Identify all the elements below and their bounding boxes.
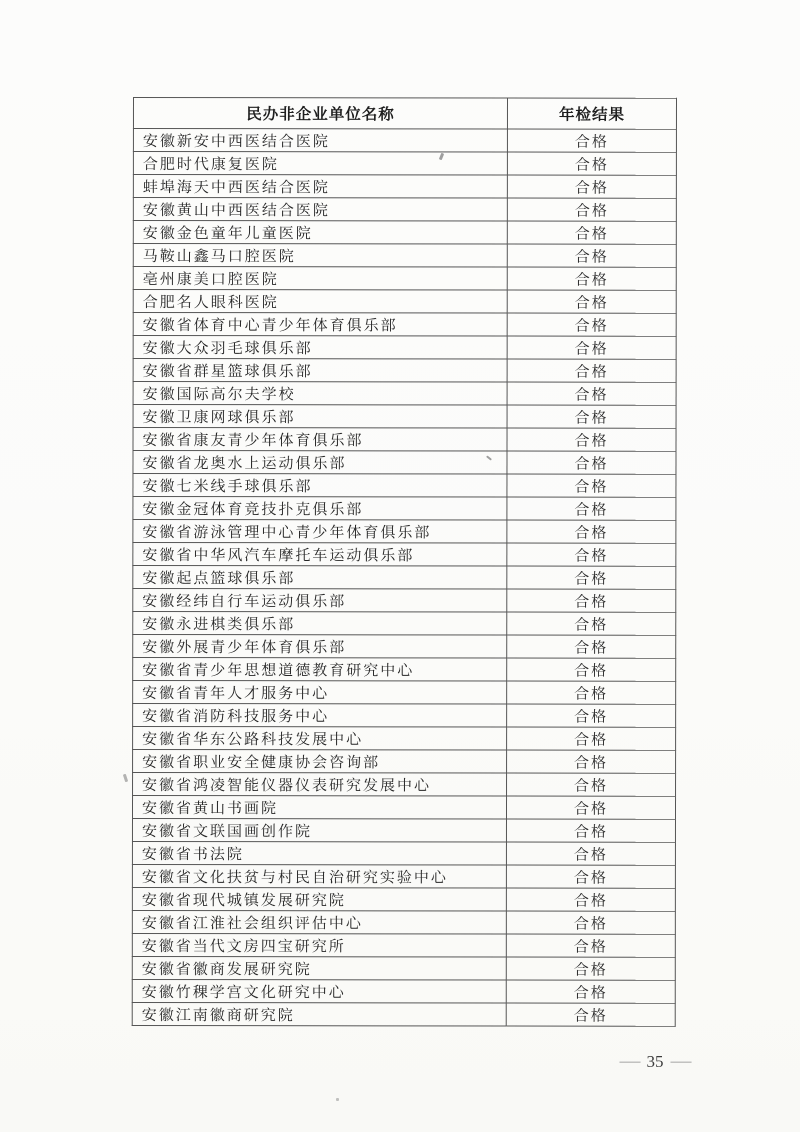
- table-row: [133, 474, 676, 498]
- inspection-result-cell: 合格: [507, 612, 676, 635]
- table-row: [132, 1002, 675, 1026]
- inspection-result-cell: 合格: [507, 497, 676, 520]
- unit-name-cell: 安徽省文化扶贫与村民自治研究实验中心: [132, 864, 506, 888]
- table-row: [133, 589, 676, 613]
- inspection-result-cell: 合格: [507, 681, 676, 704]
- unit-name-cell: 安徽省华东公路科技发展中心: [133, 727, 507, 751]
- inspection-result-cell: 合格: [506, 819, 675, 842]
- unit-name-cell: 安徽黄山中西医结合医院: [133, 198, 507, 222]
- unit-name-cell: 蚌埠海天中西医结合医院: [133, 175, 507, 199]
- unit-name-cell: 安徽省康友青少年体育俱乐部: [133, 428, 507, 452]
- inspection-result-cell: 合格: [507, 313, 676, 336]
- unit-name-cell: 安徽省现代城镇发展研究院: [132, 887, 506, 911]
- inspection-result-cell: 合格: [507, 750, 676, 773]
- unit-name-cell: 安徽江南徽商研究院: [132, 1002, 506, 1026]
- table-row: [133, 382, 676, 406]
- page-number-left-dash: —: [619, 1053, 640, 1070]
- table-row: [133, 658, 676, 682]
- table-row: [133, 359, 676, 383]
- inspection-result-cell: 合格: [507, 727, 676, 750]
- inspection-result-cell: 合格: [507, 635, 676, 658]
- unit-name-cell: 安徽国际高尔夫学校: [133, 382, 507, 406]
- table-row: [132, 796, 675, 820]
- unit-name-cell: 安徽起点篮球俱乐部: [133, 566, 507, 590]
- unit-name-cell: 安徽七米线手球俱乐部: [133, 474, 507, 498]
- table-row: [132, 910, 675, 934]
- table-row: [133, 175, 676, 199]
- table-row: [132, 887, 675, 911]
- inspection-result-cell: 合格: [507, 129, 676, 152]
- table-row: [132, 956, 675, 980]
- table-header-row: [133, 98, 676, 130]
- inspection-result-cell: 合格: [507, 267, 676, 290]
- table-row: [133, 428, 676, 452]
- table-row: [132, 842, 675, 866]
- table-row: [133, 405, 676, 429]
- scan-artifact: [123, 774, 128, 783]
- inspection-result-cell: 合格: [507, 474, 676, 497]
- table-row: [133, 244, 676, 268]
- inspection-result-cell: 合格: [507, 405, 676, 428]
- unit-name-cell: 安徽省书法院: [132, 842, 506, 866]
- inspection-result-cell: 合格: [507, 543, 676, 566]
- table-row: [133, 612, 676, 636]
- unit-name-cell: 合肥时代康复医院: [133, 152, 507, 176]
- unit-name-cell: 安徽省青年人才服务中心: [133, 681, 507, 705]
- unit-name-cell: 安徽省文联国画创作院: [132, 819, 506, 843]
- table-row: [133, 129, 676, 153]
- page-number-right-dash: —: [670, 1053, 691, 1070]
- inspection-result-cell: 合格: [507, 221, 676, 244]
- page-number: [600, 1052, 710, 1072]
- inspection-result-cell: 合格: [507, 566, 676, 589]
- inspection-result-cell: 合格: [507, 451, 676, 474]
- inspection-result-cell: 合格: [506, 934, 675, 957]
- table-body: [132, 129, 676, 1027]
- unit-name-cell: 安徽永进棋类俱乐部: [133, 612, 507, 636]
- table-row: [132, 864, 675, 888]
- unit-name-cell: 安徽省中华风汽车摩托车运动俱乐部: [133, 543, 507, 567]
- inspection-result-cell: 合格: [507, 244, 676, 267]
- unit-name-cell: 安徽外展青少年体育俱乐部: [133, 635, 507, 659]
- table-row: [133, 635, 676, 659]
- table-row: [133, 198, 676, 222]
- table-row: [133, 267, 676, 291]
- inspection-result-cell: 合格: [507, 520, 676, 543]
- inspection-result-cell: 合格: [507, 428, 676, 451]
- unit-name-cell: 安徽省青少年思想道德教育研究中心: [133, 658, 507, 682]
- unit-name-cell: 安徽省当代文房四宝研究所: [132, 933, 506, 957]
- inspection-result-cell: 合格: [506, 888, 675, 911]
- table-row: [133, 221, 676, 245]
- inspection-result-cell: 合格: [506, 796, 675, 819]
- inspection-result-cell: 合格: [507, 773, 676, 796]
- table-row: [132, 819, 675, 843]
- unit-name-cell: 安徽金色童年儿童医院: [133, 221, 507, 245]
- inspection-result-cell: 合格: [506, 911, 675, 934]
- table-row: [133, 152, 676, 176]
- column-header-inspection-result: 年检结果: [507, 98, 676, 129]
- unit-name-cell: 安徽金冠体育竞技扑克俱乐部: [133, 497, 507, 521]
- inspection-result-cell: 合格: [507, 290, 676, 313]
- unit-name-cell: 安徽省江淮社会组织评估中心: [132, 910, 506, 934]
- column-header-unit-name: 民办非企业单位名称: [133, 98, 507, 130]
- table-row: [132, 979, 675, 1003]
- unit-name-cell: 安徽大众羽毛球俱乐部: [133, 336, 507, 360]
- inspection-result-cell: 合格: [507, 658, 676, 681]
- unit-name-cell: 安徽省职业安全健康协会咨询部: [133, 750, 507, 774]
- inspection-result-cell: 合格: [507, 704, 676, 727]
- table-row: [133, 290, 676, 314]
- unit-name-cell: 安徽经纬自行车运动俱乐部: [133, 589, 507, 613]
- unit-name-cell: 安徽省消防科技服务中心: [133, 704, 507, 728]
- unit-name-cell: 安徽新安中西医结合医院: [133, 129, 507, 153]
- inspection-result-cell: 合格: [507, 359, 676, 382]
- unit-name-cell: 安徽卫康网球俱乐部: [133, 405, 507, 429]
- unit-name-cell: 安徽省龙奥水上运动俱乐部: [133, 451, 507, 475]
- table-row: [133, 566, 676, 590]
- inspection-result-cell: 合格: [506, 842, 675, 865]
- unit-name-cell: 合肥名人眼科医院: [133, 290, 507, 314]
- inspection-result-cell: 合格: [507, 336, 676, 359]
- unit-name-cell: 安徽省徽商发展研究院: [132, 956, 506, 980]
- table-row: [133, 520, 676, 544]
- unit-name-cell: 安徽省体育中心青少年体育俱乐部: [133, 313, 507, 337]
- inspection-result-cell: 合格: [507, 589, 676, 612]
- inspection-result-cell: 合格: [506, 980, 675, 1003]
- unit-name-cell: 安徽竹稞学宫文化研究中心: [132, 979, 506, 1003]
- table-row: [132, 933, 675, 957]
- unit-name-cell: 马鞍山鑫马口腔医院: [133, 244, 507, 268]
- inspection-result-cell: 合格: [507, 198, 676, 221]
- table-row: [133, 704, 676, 728]
- inspection-result-cell: 合格: [507, 152, 676, 175]
- inspection-result-cell: 合格: [506, 865, 675, 888]
- table-row: [133, 773, 676, 797]
- unit-name-cell: 亳州康美口腔医院: [133, 267, 507, 291]
- annual-inspection-table: [132, 97, 677, 1027]
- table-row: [133, 727, 676, 751]
- inspection-result-cell: 合格: [507, 175, 676, 198]
- unit-name-cell: 安徽省群星篮球俱乐部: [133, 359, 507, 383]
- scan-artifact: [336, 1098, 339, 1101]
- unit-name-cell: 安徽省鸿凌智能仪器仪表研究发展中心: [133, 773, 507, 797]
- page-number-value: 35: [646, 1052, 664, 1071]
- table-row: [133, 497, 676, 521]
- table-row: [133, 336, 676, 360]
- table-row: [133, 543, 676, 567]
- unit-name-cell: 安徽省游泳管理中心青少年体育俱乐部: [133, 520, 507, 544]
- unit-name-cell: 安徽省黄山书画院: [132, 796, 506, 820]
- inspection-result-cell: 合格: [506, 957, 675, 980]
- table-row: [133, 750, 676, 774]
- table-row: [133, 451, 676, 475]
- table-row: [133, 681, 676, 705]
- inspection-result-cell: 合格: [506, 1003, 675, 1026]
- table-row: [133, 313, 676, 337]
- inspection-result-cell: 合格: [507, 382, 676, 405]
